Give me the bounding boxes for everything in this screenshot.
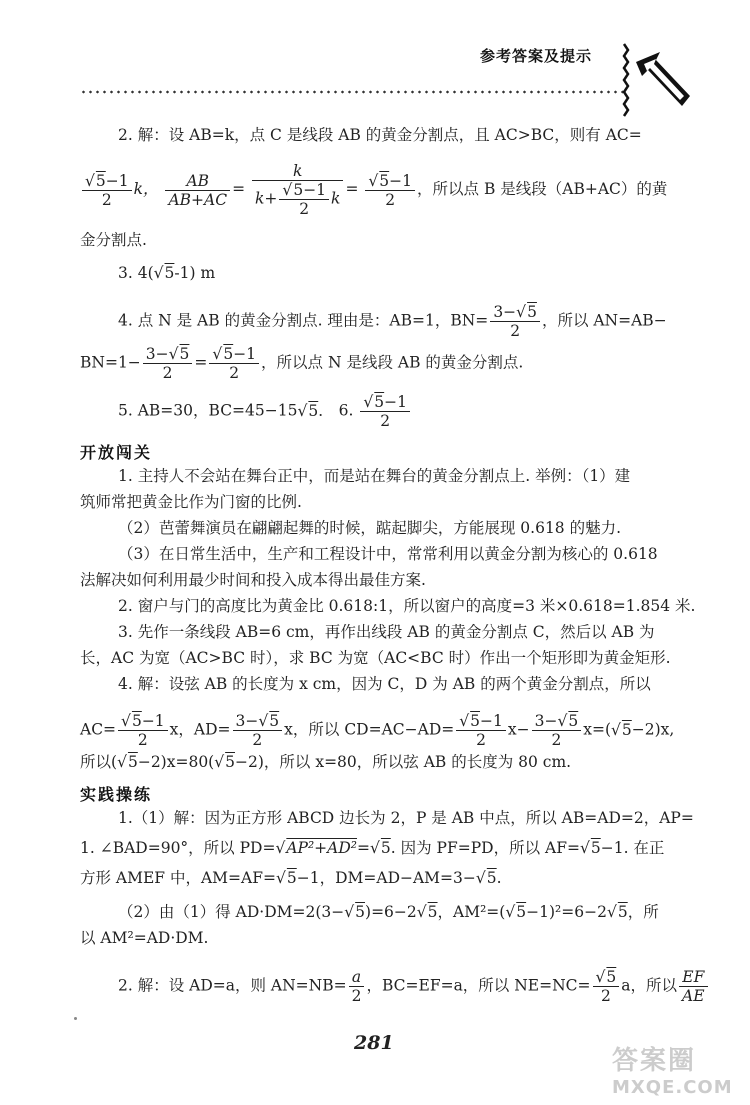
text-line: 1.（1）解：因为正方形 ABCD 边长为 2，P 是 AB 中点，所以 AB=AD=2，AP=: [118, 809, 694, 827]
formula-line: 1. ∠BAD=90°，所以 PD=√AP²+AD²=√5. 因为 PF=PD，所以 AF=√5−1. 在正: [80, 839, 665, 857]
fraction: $\frac{√5-1}{2}$: [82, 172, 132, 209]
text-line: 以 AM²=AD·DM.: [80, 929, 209, 947]
text-line: 2. 窗户与门的高度比为黄金比 0.618:1，所以窗户的高度=3 米×0.618=1.854 米.: [118, 597, 696, 615]
text-line: 4. 解：设弦 AB 的长度为 x cm，因为 C，D 为 AB 的两个黄金分割点，所以: [118, 675, 651, 693]
formula-line: 所以(√5−2)x=80(√5−2)，所以 x=80，所以弦 AB 的长度为 80 cm.: [80, 753, 572, 771]
formula-line: 5. AB=30，BC=45−15√5． 6. $\frac{√5-1}{2}$: [118, 393, 412, 430]
text-line: 筑师常把黄金比作为门窗的比例.: [80, 493, 302, 511]
fraction: $\frac{√5-1}{2}$: [365, 172, 415, 209]
section-heading: 实践操练: [80, 785, 153, 804]
section-heading: 开放闯关: [80, 443, 153, 462]
text-line: 2. 解：设 AB=k，点 C 是线段 AB 的黄金分割点，且 AC>BC，则有 AC=: [118, 126, 642, 144]
arrow-icon: [618, 40, 698, 120]
formula-line: 2. 解：设 AD=a，则 AN=NB= $\frac{a}{2}$ ，BC=EF=a，所以 NE=NC= $\frac{√5}{2}$ a，所以 $\frac{EF}{AE}$: [118, 968, 710, 1005]
formula-line: （2）由（1）得 AD·DM=2(3−√5)=6−2√5，AM²=(√5−1)²=6−2√5，所: [118, 903, 659, 921]
text-line: （2）芭蕾舞演员在翩翩起舞的时候，踮起脚尖，方能展现 0.618 的魅力.: [118, 519, 622, 537]
formula-line: 4. 点 N 是 AB 的黄金分割点. 理由是：AB=1，BN= $\frac{3-√5}{2}$ ，所以 AN=AB−: [118, 303, 667, 340]
header-dotted-rule: [80, 90, 625, 94]
text-line: （3）在日常生活中，生产和工程设计中，常常利用以黄金分割为核心的 0.618: [118, 545, 658, 563]
formula-line: $\frac{√5-1}{2}$ k， $\frac{AB}{AB+AC}$ = k k+ $\frac{√5-1}{2}$ k = $\frac{√5-1}{2}$ ，所以点 B 是线段（AB+AC）的黄: [80, 162, 667, 218]
text-line: 法解决如何利用最少时间和投入成本得出最佳方案.: [80, 571, 426, 589]
text-line: 1. 主持人不会站在舞台正中，而是站在舞台的黄金分割点上. 举例：（1）建: [118, 467, 631, 485]
text-line: 金分割点.: [80, 231, 147, 249]
header-title: 参考答案及提示: [480, 47, 593, 65]
formula-line: BN=1− $\frac{3-√5}{2}$ = $\frac{√5-1}{2}$ ，所以点 N 是线段 AB 的黄金分割点.: [80, 345, 524, 382]
page-speck: [74, 1017, 77, 1020]
formula-line: AC= $\frac{√5-1}{2}$ x，AD= $\frac{3-√5}{2}$ x，所以 CD=AC−AD= $\frac{√5-1}{2}$ x− $\frac{3-√5}{2}$ x=(√5−2)x,: [80, 712, 675, 749]
page-number: 281: [354, 1032, 394, 1054]
fraction: $\frac{AB}{AB+AC}$: [165, 172, 230, 209]
text-line: 3. 4(√5-1) m: [118, 264, 216, 282]
formula-line: 方形 AMEF 中，AM=AF=√5−1，DM=AD−AM=3−√5.: [80, 869, 502, 887]
watermark: 答案圈 MXQE.COM: [612, 1046, 733, 1098]
fraction: k k+ $\frac{√5-1}{2}$ k: [252, 162, 343, 218]
text-line: 3. 先作一条线段 AB=6 cm，再作出线段 AB 的黄金分割点 C，然后以 AB 为: [118, 623, 655, 641]
text-line: 长，AC 为宽（AC>BC 时），求 BC 为宽（AC<BC 时）作出一个矩形即为黄金矩形.: [80, 649, 671, 667]
